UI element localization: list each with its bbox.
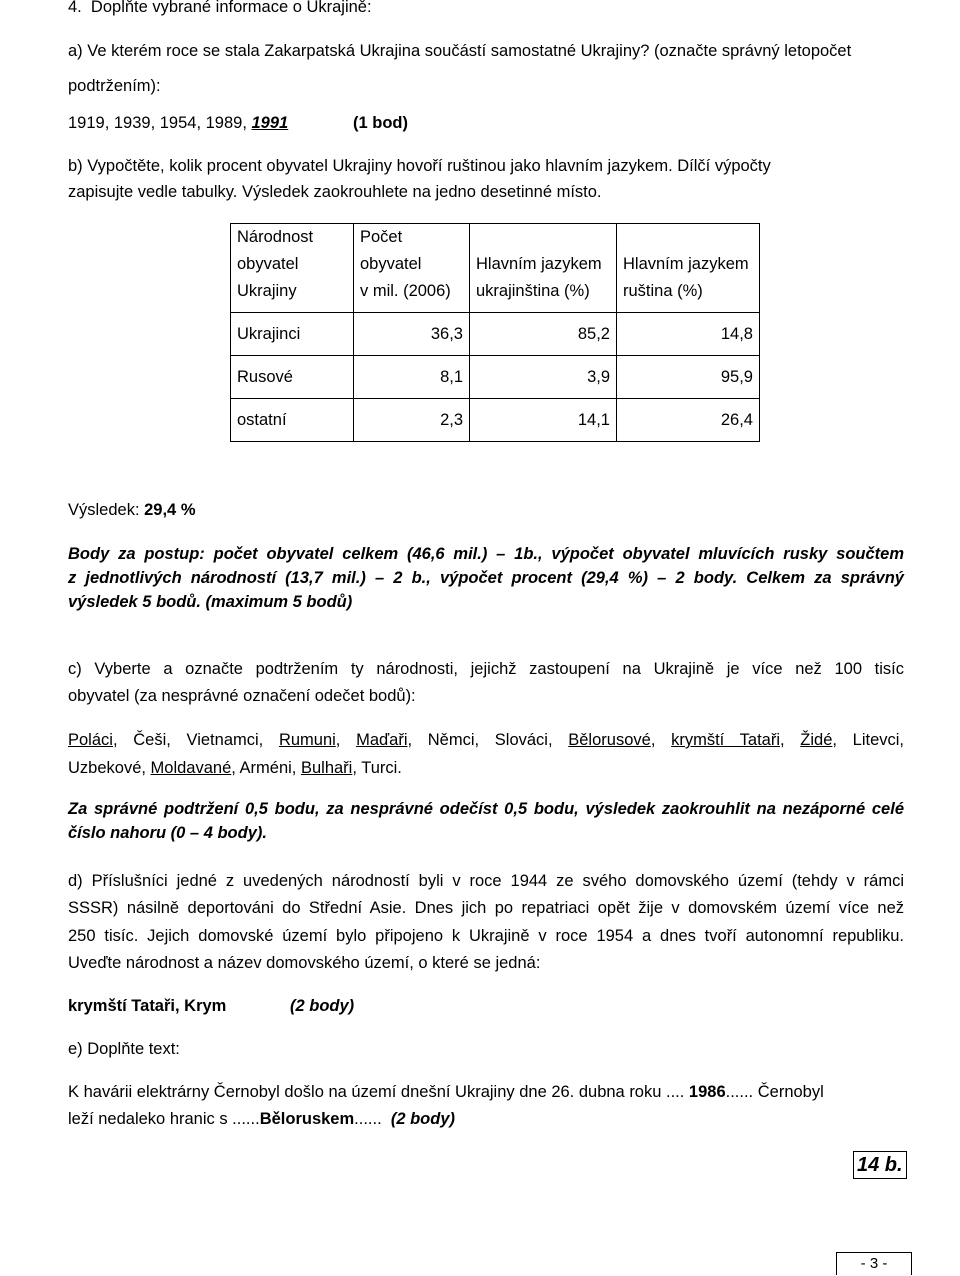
nation-underlined: Bulhaři bbox=[300, 759, 353, 777]
question-d-line4: Uveďte národnost a název domovského území, o které se jedná: bbox=[68, 954, 541, 972]
nation-underlined: Židé bbox=[800, 731, 833, 749]
scoring-b-line2: z jednotlivých národností (13,7 mil.) – 2 b., výpočet procent (29,4 %) – 2 body. Celkem za správný bbox=[68, 569, 904, 587]
cell-ukrainian: 3,9 bbox=[470, 356, 617, 399]
cell-population: 8,1 bbox=[354, 356, 470, 399]
cell-nationality: ostatní bbox=[231, 399, 354, 442]
nation-underlined: krymští Tataři bbox=[671, 731, 780, 749]
question-e-label: e) Doplňte text: bbox=[68, 1040, 180, 1058]
answer-e-points: (2 body) bbox=[390, 1110, 456, 1128]
cell-nationality: Rusové bbox=[231, 356, 354, 399]
scoring-c-line1: Za správné podtržení 0,5 bodu, za nesprávné odečíst 0,5 bodu, výsledek zaokrouhlit na nezáporné celé bbox=[68, 800, 904, 818]
nation-underlined: Bělorusové bbox=[568, 731, 651, 749]
nation-underlined: Moldavané bbox=[150, 759, 232, 777]
nationality-table bbox=[230, 223, 760, 442]
years-plain: 1919, 1939, 1954, 1989, bbox=[68, 114, 252, 132]
result-value: 29,4 % bbox=[144, 501, 196, 519]
answer-d-points: (2 body) bbox=[290, 997, 355, 1015]
cell-population: 2,3 bbox=[354, 399, 470, 442]
nation-text: , Arméni, bbox=[231, 759, 301, 777]
question-b-line2: zapisujte vedle tabulky. Výsledek zaokrouhlete na jedno desetinné místo. bbox=[68, 183, 602, 201]
question-b-line1: b) Vypočtěte, kolik procent obyvatel Ukrajiny hovoří ruštinou jako hlavním jazykem. Dílčí výpočty bbox=[68, 157, 771, 175]
table-row bbox=[231, 399, 760, 442]
nation-text: Uzbekové, bbox=[68, 759, 151, 777]
nation-text: , bbox=[335, 731, 357, 749]
scoring-b-line1: Body za postup: počet obyvatel celkem (46,6 mil.) – 1b., výpočet obyvatel mluvících rusky součtem bbox=[68, 545, 904, 563]
nations-line2 bbox=[68, 758, 402, 778]
nation-text: Češi, Vietnamci, bbox=[117, 731, 279, 749]
year-correct: 1991 bbox=[251, 114, 289, 132]
question-e-line1: K havárii elektrárny Černobyl došlo na území dnešní Ukrajiny dne 26. dubna roku .... 1986...... Černobyl bbox=[68, 1083, 824, 1101]
nation-underlined: Maďaři bbox=[356, 731, 408, 749]
result-label: Výsledek: bbox=[68, 501, 145, 519]
nation-text: , bbox=[780, 731, 801, 749]
table-header-row bbox=[231, 224, 760, 313]
nation-text: , bbox=[650, 731, 672, 749]
question-a-points: (1 bod) bbox=[353, 114, 408, 132]
nation-underlined: Rumuni bbox=[278, 731, 336, 749]
header-russian: Hlavním jazykem ruština (%) bbox=[617, 224, 760, 313]
nation-text: , Litevci, bbox=[832, 731, 905, 749]
result-line bbox=[68, 500, 196, 520]
cell-nationality: Ukrajinci bbox=[231, 313, 354, 356]
scoring-b-line3: výsledek 5 bodů. (maximum 5 bodů) bbox=[68, 593, 353, 611]
header-nationality: Národnost obyvatel Ukrajiny bbox=[231, 224, 354, 313]
question-e-line2: leží nedaleko hranic s ......Běloruskem...... (2 body) bbox=[68, 1110, 456, 1128]
task-heading: 4. Doplňte vybrané informace o Ukrajině: bbox=[68, 0, 372, 16]
header-ukrainian: Hlavním jazykem ukrajinština (%) bbox=[470, 224, 617, 313]
question-c-line2: obyvatel (za nesprávné označení odečet bodů): bbox=[68, 687, 416, 705]
question-d-line2: SSSR) násilně deportováni do Střední Asie. Dnes jich po repatriaci opět žije v domovském území více než bbox=[68, 899, 904, 917]
cell-ukrainian: 85,2 bbox=[470, 313, 617, 356]
scoring-c-line2: číslo nahoru (0 – 4 body). bbox=[68, 824, 267, 842]
page-number: - 3 - bbox=[836, 1252, 912, 1275]
question-a-line1: a) Ve kterém roce se stala Zakarpatská Ukrajina součástí samostatné Ukrajiny? (označte správný letopočet bbox=[68, 42, 852, 60]
answer-year: 1986 bbox=[688, 1083, 726, 1101]
question-d-line1: d) Příslušníci jedné z uvedených národností byli v roce 1944 ze svého domovského území (tehdy v rámci bbox=[68, 872, 904, 890]
cell-russian: 26,4 bbox=[617, 399, 760, 442]
header-population: Počet obyvatel v mil. (2006) bbox=[354, 224, 470, 313]
answer-d: krymští Tataři, Krym bbox=[68, 997, 227, 1015]
question-d-line3: 250 tisíc. Jejich domovské území bylo připojeno k Ukrajině v roce 1954 a dnes tvoří autonomní republiku. bbox=[68, 927, 904, 945]
nations-line1 bbox=[68, 730, 904, 750]
nation-text: , Turci. bbox=[352, 759, 402, 777]
table-row bbox=[231, 313, 760, 356]
cell-population: 36,3 bbox=[354, 313, 470, 356]
cell-russian: 95,9 bbox=[617, 356, 760, 399]
question-a-line2: podtržením): bbox=[68, 77, 161, 95]
nation-underlined: Poláci, bbox=[68, 731, 118, 749]
question-c-line1: c) Vyberte a označte podtržením ty národnosti, jejichž zastoupení na Ukrajině je více než 100 tisíc bbox=[68, 660, 904, 678]
year-options bbox=[68, 113, 288, 133]
cell-ukrainian: 14,1 bbox=[470, 399, 617, 442]
total-score-box: 14 b. bbox=[853, 1151, 907, 1179]
nation-text: , Němci, Slováci, bbox=[407, 731, 569, 749]
cell-russian: 14,8 bbox=[617, 313, 760, 356]
answer-country: Běloruskem bbox=[259, 1110, 355, 1128]
table-row bbox=[231, 356, 760, 399]
